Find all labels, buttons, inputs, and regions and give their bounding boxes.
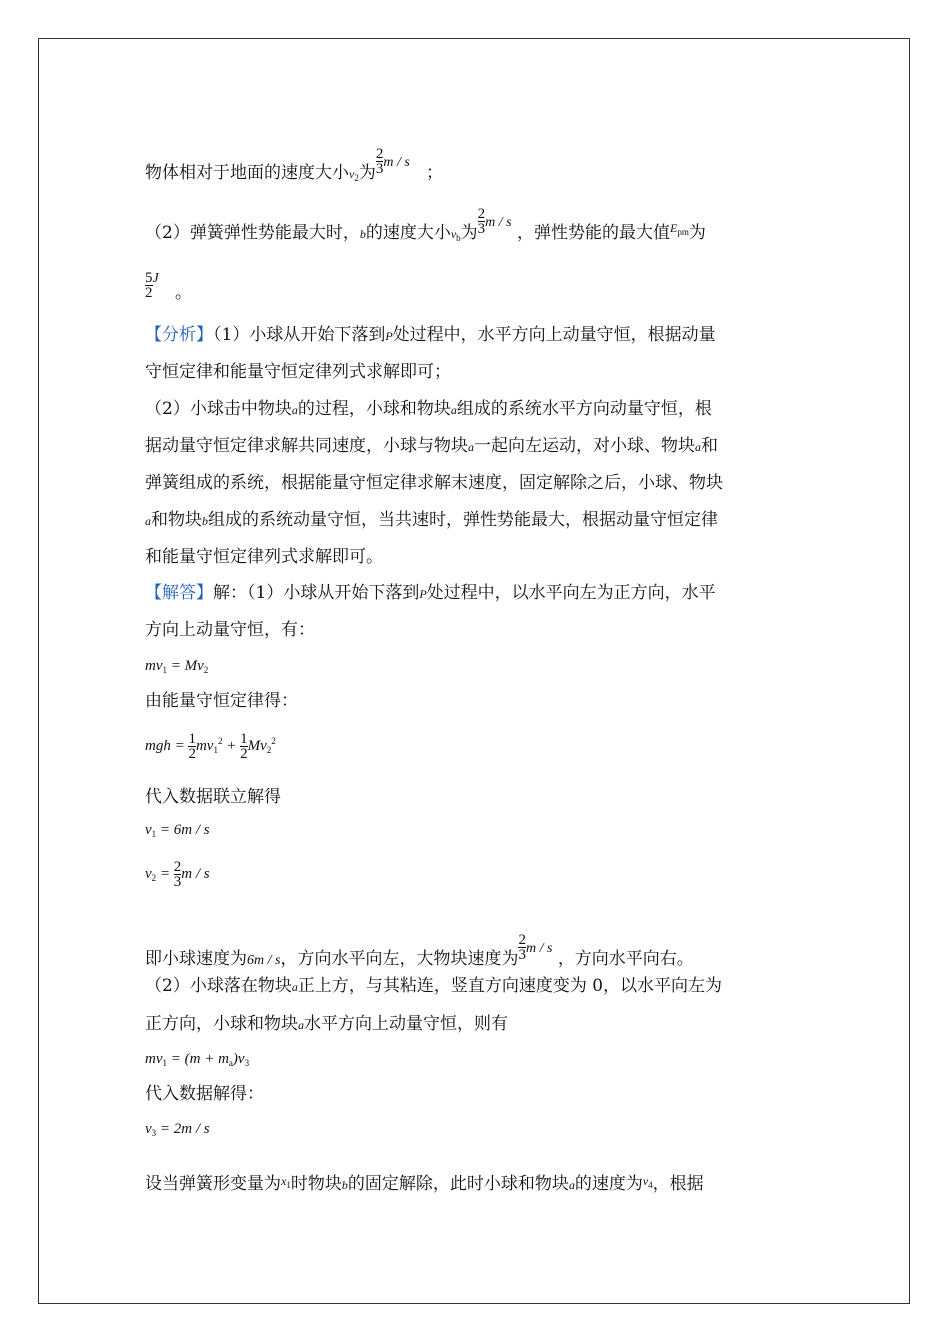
solution-line-4: 代入数据联立解得 <box>145 787 281 807</box>
equation-v2: $v_2$ = $\frac{2}{3}$ m / s <box>145 859 210 890</box>
solution-line-1: 【解答】解：（1）小球从开始下落到P处过程中，以水平向左为正方向，水平 <box>145 583 716 603</box>
solution-line-2: 方向上动量守恒，有： <box>145 620 315 640</box>
answer-line-3: $\frac{5}{2}$ $^J$ 。 <box>145 270 192 303</box>
equation-energy: mgh = $\frac{1}{2}$ $mv_1^2$ + $\frac{1}{2}$ $Mv_2^2$ <box>145 731 276 763</box>
answer-line-1: 物体相对于地面的速度大小$v_2$为 $\frac{2}{3}$ $^{m / s}$ ； <box>145 146 443 183</box>
solution-line-9: 设当弹簧形变量为$^{x_1}$时物块b的固定解除，此时小球和物块a的速度为$^{v_4}$，根据 <box>145 1174 704 1194</box>
analysis-line-2: 守恒定律和能量守恒定律列式求解即可； <box>145 362 451 382</box>
analysis-line-4: 据动量守恒定律求解共同速度，小球与物块a一起向左运动，对小球、物块a和 <box>145 436 718 456</box>
solution-line-6: （2）小球落在物块a正上方，与其粘连，竖直方向速度变为 0，以水平向左为 <box>145 976 723 996</box>
solution-line-3: 由能量守恒定律得： <box>145 691 298 711</box>
analysis-line-3: （2）小球击中物块a的过程，小球和物块a组成的系统水平方向动量守恒，根 <box>145 399 712 419</box>
analysis-tag: 【分析】 <box>145 325 213 345</box>
equation-momentum-2: $mv_1 = (m + m_a)v_3$ <box>145 1051 250 1068</box>
analysis-line-7: 和能量守恒定律列式求解即可。 <box>145 547 383 567</box>
analysis-line-6: a和物块b组成的系统动量守恒，当共速时，弹性势能最大，根据动量守恒定律 <box>145 510 718 530</box>
equation-v1: $v_1 = 6m / s$ <box>145 822 210 839</box>
analysis-line-5: 弹簧组成的系统，根据能量守恒定律求解末速度，固定解除之后，小球、物块 <box>145 473 723 493</box>
solution-line-7: 正方向，小球和物块a水平方向上动量守恒，则有 <box>145 1014 508 1034</box>
equation-momentum: $mv_1 = Mv_2$ <box>145 658 209 675</box>
answer-line-2: （2）弹簧弹性势能最大时，b的速度大小$v_b$为 $\frac{2}{3}$ $^{m / s}$ ，弹性势能的最大值$^{E_{pm}}$为 <box>145 206 706 243</box>
analysis-line-1: 【分析】（1）小球从开始下落到P处过程中，水平方向上动量守恒，根据动量 <box>145 325 716 345</box>
solution-line-5: 即小球速度为6m / s，方向水平向左，大物块速度为 $\frac{2}{3}$ $^{m / s}$ ，方向水平向右。 <box>145 932 694 969</box>
solution-tag: 【解答】 <box>145 583 213 603</box>
solution-line-8: 代入数据解得： <box>145 1084 264 1104</box>
equation-v3: $v_3 = 2m / s$ <box>145 1121 210 1138</box>
